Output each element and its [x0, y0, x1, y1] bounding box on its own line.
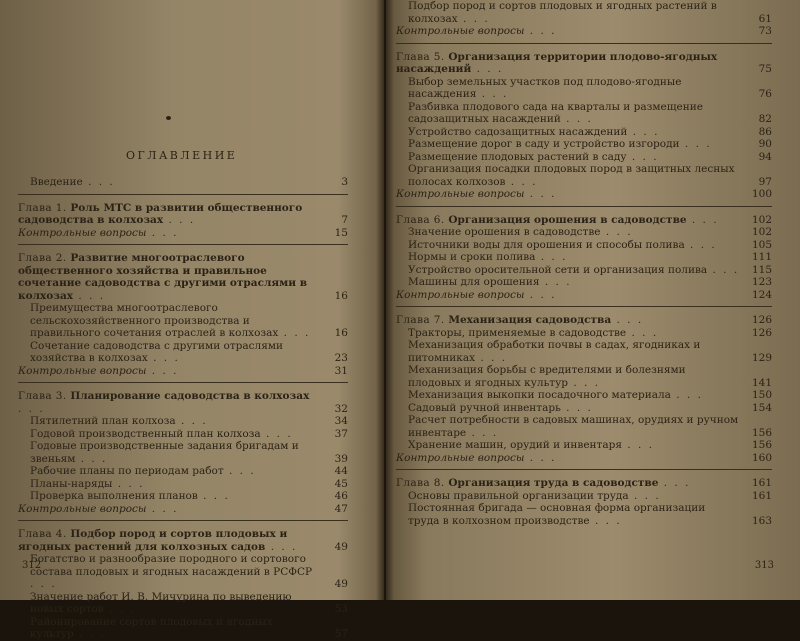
entry-title: Значение работ И. В. Мичурина по выведению новых сортов [30, 590, 292, 615]
leader-dots: . . . [75, 452, 108, 465]
entry-title: Расчет потребности в садовых машинах, орудиях и ручном инвентаре [408, 414, 739, 439]
leader-dots: . . . [18, 402, 45, 415]
entry-title: Организация посадки плодовых пород в защитных лесных полосах колхозов [408, 163, 735, 188]
leader-dots: . . . [73, 289, 106, 302]
toc-review-questions [396, 289, 772, 302]
page-ref: 15 [334, 226, 348, 239]
leader-dots: . . . [466, 426, 499, 439]
chapter-divider [18, 520, 348, 521]
leader-dots: . . . [524, 288, 557, 301]
leader-dots: . . . [475, 351, 508, 364]
toc-review-questions [396, 188, 772, 201]
entry-title: Источники воды для орошения и способы полива [408, 238, 685, 251]
entry-title: Размещение дорог в саду и устройство изгороди [408, 138, 680, 150]
toc-entry [396, 364, 772, 389]
toc-entry [396, 414, 772, 439]
left-page [0, 0, 384, 640]
toc-entry [396, 101, 772, 126]
page-ref: 32 [334, 402, 348, 415]
left-page-number: 312 [22, 559, 42, 571]
chapter-title: Подбор пород и сортов плодовых и ягодных растений для колхозных садов [18, 528, 288, 553]
toc-entry [396, 389, 772, 402]
page-ref: 154 [751, 401, 772, 414]
chapter-divider [396, 306, 772, 307]
chapter-label: Глава 8. [396, 477, 445, 489]
leader-dots: . . . [146, 502, 179, 515]
leader-dots: . . . [679, 138, 712, 150]
toc-entry [396, 163, 772, 188]
chapter-title: Планирование садоводства в колхозах [70, 390, 310, 402]
leader-dots: . . . [505, 175, 538, 188]
ink-dot [166, 116, 171, 120]
chapter-label: Глава 6. [396, 213, 445, 226]
leader-dots: . . . [670, 389, 703, 401]
right-page-number: 313 [754, 559, 774, 571]
entry-title: Устройство оросительной сети и организация полива [408, 263, 708, 276]
leader-dots: . . . [175, 415, 208, 427]
leader-dots: . . . [30, 578, 57, 590]
entry-title: Садовый ручной инвентарь [408, 401, 561, 414]
leader-dots: . . . [82, 176, 115, 188]
entry-title: Годовой производственный план колхоза [30, 427, 261, 440]
toc-entry [18, 176, 348, 189]
toc-chapter [396, 214, 772, 227]
entry-title: Планы-наряды [30, 477, 113, 490]
leader-dots: . . . [524, 451, 557, 464]
toc-entry [396, 402, 772, 415]
toc-entry [396, 490, 772, 503]
page-ref: 163 [751, 514, 772, 527]
leader-dots: . . . [686, 213, 719, 226]
toc-entry [396, 276, 772, 289]
leader-dots: . . . [560, 113, 593, 125]
page-ref: 75 [758, 63, 772, 75]
page-ref: 129 [751, 351, 772, 364]
chapter-title: Организация труда в садоводстве [448, 477, 659, 489]
entry-title: Значение орошения в садоводстве [408, 226, 601, 238]
page-ref: 16 [334, 327, 348, 339]
chapter-label: Глава 1. [18, 201, 67, 214]
review-questions-title: Контрольные вопросы [18, 364, 147, 377]
toc-chapter [396, 314, 772, 327]
leader-dots: . . . [112, 477, 145, 490]
entry-title: Размещение плодовых растений в саду [408, 150, 627, 163]
page-ref: 102 [751, 226, 772, 238]
toc-entry [18, 440, 348, 465]
leader-dots: . . . [627, 125, 660, 138]
page-ref: 37 [334, 427, 348, 440]
entry-title: Постоянная бригада — основная форма организации труда в колхозном производстве [408, 502, 706, 527]
toc-entry [18, 465, 348, 478]
entry-title: Основы правильной организации труда [408, 489, 629, 502]
leader-dots: . . . [147, 352, 180, 364]
toc-entry [18, 415, 348, 428]
entry-title: Годовые производственные задания бригадам и звеньям [30, 440, 299, 465]
page-ref: 115 [751, 263, 772, 276]
entry-title: Сочетание садоводства с другими отраслями хозяйства в колхозах [30, 339, 283, 364]
entry-title: Разбивка плодового сада на кварталы и размещение садозащитных насаждений [408, 100, 703, 125]
leader-dots: . . . [146, 226, 179, 239]
toc-entry [396, 76, 772, 101]
page-ref: 82 [758, 113, 772, 125]
page-ref: 126 [751, 326, 772, 339]
page-ref: 90 [758, 138, 772, 150]
entry-title: Механизация выкопки посадочного материала [408, 389, 671, 401]
page-ref: 97 [758, 175, 772, 188]
leader-dots: . . . [197, 490, 230, 502]
entry-title: Богатство и разнообразие породного и сортового состава плодовых и ягодных насаждений в РСФСР [30, 553, 313, 578]
page-ref: 150 [751, 389, 772, 401]
toc-review-questions [18, 365, 348, 378]
review-questions-title: Контрольные вопросы [18, 226, 147, 239]
page-ref: 156 [751, 426, 772, 439]
page-ref: 100 [751, 188, 772, 200]
entry-title: Тракторы, применяемые в садоводстве [408, 326, 627, 339]
leader-dots: . . . [223, 465, 256, 477]
chapter-label: Глава 5. [396, 50, 445, 63]
chapter-title: Роль МТС в развитии общественного садоводства в колхозах [18, 201, 303, 226]
toc-entry [396, 339, 772, 364]
leader-dots: . . . [626, 150, 659, 163]
toc-entry [18, 340, 348, 365]
toc-chapter [18, 390, 348, 415]
leader-dots: . . . [524, 25, 557, 37]
review-questions-title: Контрольные вопросы [18, 502, 147, 515]
page-ref: 111 [751, 251, 772, 263]
page-ref: 124 [751, 288, 772, 301]
page-ref: 44 [334, 465, 348, 477]
chapter-divider [18, 244, 348, 245]
toc-entry [18, 490, 348, 503]
review-questions-title: Контрольные вопросы [396, 188, 525, 200]
toc-entry [396, 251, 772, 264]
toc-entry [396, 126, 772, 139]
chapter-label: Глава 4. [18, 528, 67, 540]
entry-title: Механизация борьбы с вредителями и болезнями плодовых и ягодных культур [408, 364, 686, 389]
leader-dots: . . . [103, 603, 136, 615]
page-ref: 156 [751, 439, 772, 451]
chapter-divider [18, 382, 348, 383]
chapter-label: Глава 2. [18, 252, 67, 264]
chapter-label: Глава 3. [18, 390, 67, 402]
leader-dots: . . . [560, 401, 593, 414]
toc-entry [396, 327, 772, 340]
toc-entry [396, 502, 772, 527]
review-questions-title: Контрольные вопросы [396, 288, 525, 301]
entry-title: Машины для орошения [408, 276, 540, 288]
leader-dots: . . . [626, 326, 659, 339]
leader-dots: . . . [611, 314, 644, 326]
page-ref: 3 [341, 176, 348, 188]
leader-dots: . . . [539, 276, 572, 288]
toc-entry [396, 239, 772, 252]
page-ref: 53 [334, 603, 348, 615]
entry-title: Подбор пород и сортов плодовых и ягодных растений в колхозах [408, 0, 717, 25]
page-ref: 7 [341, 214, 348, 226]
toc-entry [18, 478, 348, 491]
page-ref: 141 [751, 376, 772, 389]
leader-dots: . . . [589, 514, 622, 527]
chapter-divider [396, 469, 772, 470]
leader-dots: . . . [621, 439, 654, 451]
entry-title: Районирование сортов плодовых и ягодных культур [30, 615, 273, 640]
page-ref: 49 [334, 540, 348, 553]
leader-dots: . . . [163, 214, 196, 226]
page-ref: 61 [758, 12, 772, 25]
page-ref: 57 [334, 628, 348, 640]
chapter-title: Развитие многоотраслевого общественного хозяйства и правильное сочетание садоводства с другими отраслями в колхозах [18, 252, 307, 302]
right-page [386, 0, 800, 600]
review-questions-title: Контрольные вопросы [396, 25, 525, 37]
leader-dots: . . . [476, 88, 509, 100]
page-ref: 34 [334, 415, 348, 427]
leader-dots: . . . [658, 477, 691, 489]
chapter-label: Глава 7. [396, 314, 445, 326]
entry-title: Хранение машин, орудий и инвентаря [408, 439, 622, 451]
leader-dots: . . . [146, 364, 179, 377]
leader-dots: . . . [278, 327, 311, 339]
toc-review-questions [18, 503, 348, 516]
page-ref: 160 [751, 451, 772, 464]
right-toc [396, 0, 772, 527]
entry-title: Проверка выполнения планов [30, 490, 198, 502]
page-ref: 86 [758, 125, 772, 138]
toc-chapter [18, 528, 348, 553]
entry-title: Выбор земельных участков под плодово-ягодные насаждения [408, 75, 682, 100]
entry-title: Преимущества многоотраслевого сельскохозяйственного производства и правильного сочетания отраслей в колхозах [30, 302, 279, 339]
toc-entry [18, 591, 348, 616]
leader-dots: . . . [707, 263, 740, 276]
leader-dots: . . . [471, 63, 504, 75]
entry-title: Нормы и сроки полива [408, 251, 536, 263]
leader-dots: . . . [265, 540, 298, 553]
chapter-title: Организация орошения в садоводстве [448, 213, 687, 226]
toc-entry [396, 264, 772, 277]
leader-dots: . . . [73, 628, 106, 640]
toc-review-questions [396, 452, 772, 465]
leader-dots: . . . [568, 376, 601, 389]
entry-title: Устройство садозащитных насаждений [408, 125, 628, 138]
leader-dots: . . . [457, 12, 490, 25]
toc-review-questions [18, 227, 348, 240]
page-ref: 105 [751, 238, 772, 251]
entry-title: Введение [30, 176, 83, 188]
page-ref: 39 [334, 452, 348, 465]
page-ref: 16 [334, 289, 348, 302]
chapter-divider [18, 194, 348, 195]
page-ref: 31 [334, 364, 348, 377]
leader-dots: . . . [260, 427, 293, 440]
toc-chapter [18, 202, 348, 227]
toc-chapter [18, 252, 348, 302]
page-ref: 23 [334, 352, 348, 364]
page-ref: 49 [334, 578, 348, 590]
contents-heading: ОГЛАВЛЕНИЕ [126, 149, 238, 162]
page-ref: 47 [334, 502, 348, 515]
page-ref: 94 [758, 150, 772, 163]
left-toc [18, 176, 348, 641]
leader-dots: . . . [535, 251, 568, 263]
leader-dots: . . . [684, 238, 717, 251]
page-ref: 102 [751, 213, 772, 226]
toc-entry [18, 616, 348, 641]
chapter-title: Механизация садоводства [448, 314, 612, 326]
toc-entry [18, 553, 348, 591]
toc-entry [396, 439, 772, 452]
page-ref: 161 [751, 477, 772, 489]
toc-chapter [396, 51, 772, 76]
chapter-title: Организация территории плодово-ягодных насаждений [396, 50, 718, 75]
page-ref: 73 [758, 25, 772, 37]
toc-entry [396, 0, 772, 25]
entry-title: Пятилетний план колхоза [30, 415, 176, 427]
leader-dots: . . . [628, 489, 661, 502]
leader-dots: . . . [600, 226, 633, 238]
chapter-divider [396, 43, 772, 44]
page-ref: 123 [751, 276, 772, 288]
page-ref: 45 [334, 477, 348, 490]
review-questions-title: Контрольные вопросы [396, 451, 525, 464]
page-ref: 46 [334, 490, 348, 502]
toc-chapter [396, 477, 772, 490]
page-ref: 76 [758, 88, 772, 100]
toc-entry [396, 151, 772, 164]
leader-dots: . . . [524, 188, 557, 200]
chapter-divider [396, 206, 772, 207]
book-gutter [376, 0, 394, 600]
entry-title: Механизация обработки почвы в садах, ягодниках и питомниках [408, 339, 701, 364]
toc-entry [396, 226, 772, 239]
entry-title: Рабочие планы по периодам работ [30, 465, 224, 477]
toc-entry [396, 138, 772, 151]
toc-review-questions [396, 25, 772, 38]
page-ref: 126 [751, 314, 772, 326]
page-ref: 161 [751, 489, 772, 502]
toc-entry [18, 302, 348, 340]
toc-entry [18, 428, 348, 441]
